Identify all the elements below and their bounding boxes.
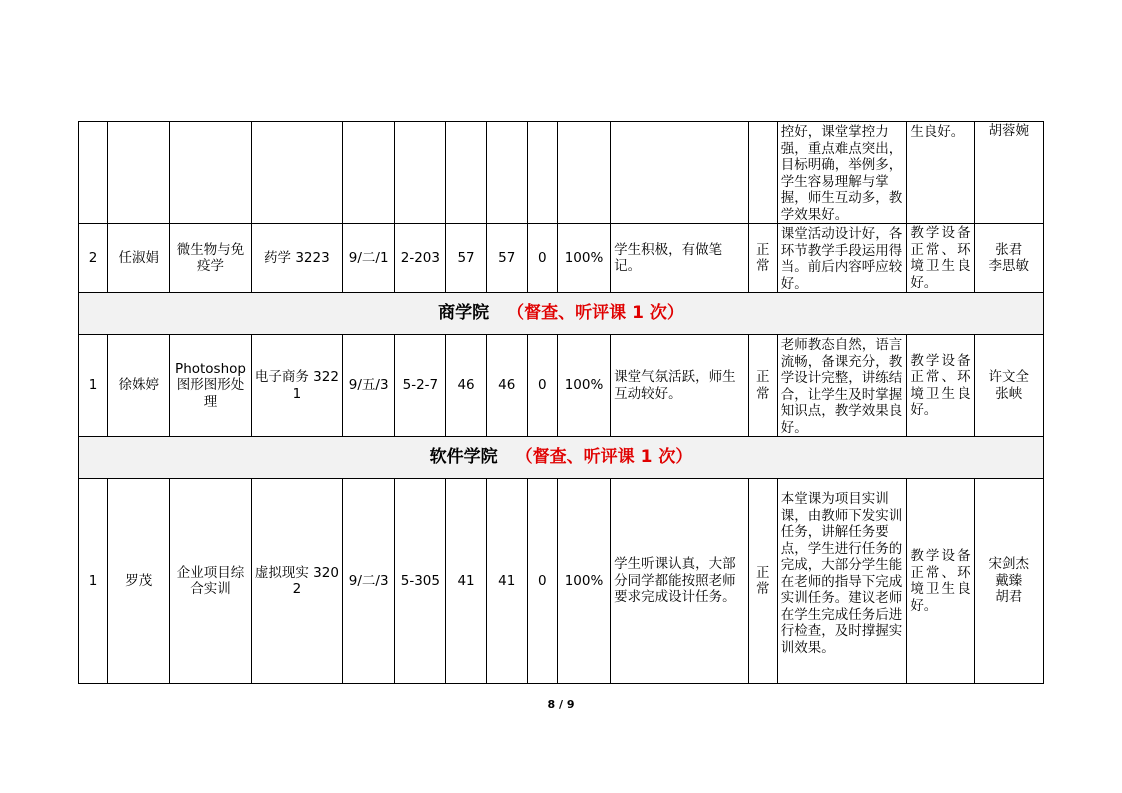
should-attend: 46 bbox=[446, 335, 486, 437]
class-time: 9/二/1 bbox=[343, 224, 395, 293]
actual-attend: 41 bbox=[486, 479, 527, 684]
inspector-name: 胡君 bbox=[995, 589, 1023, 606]
inspection-table bbox=[78, 121, 1044, 684]
table-row bbox=[79, 335, 1044, 437]
class-order: 正常 bbox=[748, 479, 777, 684]
absent-count: 0 bbox=[527, 224, 557, 293]
facility-cell: 教学设备正常、环境卫生良好。 bbox=[907, 224, 974, 293]
college-name: 商学院 bbox=[438, 303, 490, 324]
student-status: 学生积极，有做笔记。 bbox=[611, 224, 749, 293]
class-order: 正常 bbox=[748, 335, 777, 437]
row-number: 1 bbox=[79, 479, 108, 684]
actual-attend: 57 bbox=[486, 224, 527, 293]
absent-count: 0 bbox=[527, 479, 557, 684]
section-header-business bbox=[79, 293, 1044, 335]
teacher-name: 罗茂 bbox=[108, 479, 170, 684]
section-note: （督查、听评课 1 次） bbox=[507, 303, 684, 324]
student-status: 课堂气氛活跃，师生互动较好。 bbox=[611, 335, 749, 437]
section-header-software bbox=[79, 437, 1044, 479]
inspector-name: 张君 bbox=[995, 241, 1023, 258]
table-row bbox=[79, 224, 1044, 293]
evaluation-cell: 控好，课堂掌控力强，重点难点突出，目标明确，举例多，学生容易理解与掌握，师生互动多，教学效果好。 bbox=[777, 122, 907, 224]
inspector-cell bbox=[974, 224, 1043, 293]
inspector-name: 宋剑杰 bbox=[988, 556, 1030, 573]
class-time: 9/二/3 bbox=[343, 479, 395, 684]
teacher-name: 任淑娟 bbox=[108, 224, 170, 293]
attendance-rate: 100% bbox=[557, 479, 610, 684]
evaluation-cell: 本堂课为项目实训课，由教师下发实训任务，讲解任务要点，学生进行任务的完成，大部分学生能在老师的指导下完成实训任务。建议老师在学生完成任务后进行检查，及时撑握实训效果。 bbox=[777, 479, 907, 684]
row-number: 2 bbox=[79, 224, 108, 293]
student-status: 学生听课认真，大部分同学都能按照老师要求完成设计任务。 bbox=[611, 479, 749, 684]
college-name: 软件学院 bbox=[429, 447, 498, 468]
inspector-name: 李思敏 bbox=[988, 258, 1030, 274]
inspector-cell bbox=[974, 122, 1043, 224]
attendance-rate: 100% bbox=[557, 335, 610, 437]
row-number: 1 bbox=[79, 335, 108, 437]
inspector-cell bbox=[974, 335, 1043, 437]
class-name: 电子商务 3221 bbox=[251, 335, 342, 437]
absent-count: 0 bbox=[527, 335, 557, 437]
class-order: 正常 bbox=[748, 224, 777, 293]
classroom: 5-2-7 bbox=[395, 335, 446, 437]
facility-cell: 生良好。 bbox=[907, 122, 974, 224]
course-name: 企业项目综合实训 bbox=[170, 479, 251, 684]
classroom: 5-305 bbox=[395, 479, 446, 684]
attendance-rate: 100% bbox=[557, 224, 610, 293]
should-attend: 41 bbox=[446, 479, 486, 684]
table-row bbox=[79, 122, 1044, 224]
facility-cell: 教学设备正常、环境卫生良好。 bbox=[907, 335, 974, 437]
classroom: 2-203 bbox=[395, 224, 446, 293]
section-note: （督查、听评课 1 次） bbox=[515, 447, 693, 468]
course-name: 微生物与免疫学 bbox=[170, 224, 251, 293]
inspector-name: 张峡 bbox=[995, 385, 1023, 402]
facility-cell: 教学设备正常、环境卫生良好。 bbox=[907, 479, 974, 684]
class-name: 药学 3223 bbox=[251, 224, 342, 293]
class-name: 虚拟现实 3202 bbox=[251, 479, 342, 684]
teacher-name: 徐姝婷 bbox=[108, 335, 170, 437]
actual-attend: 46 bbox=[486, 335, 527, 437]
evaluation-cell: 老师教态自然，语言流畅，备课充分，教学设计完整，讲练结合，让学生及时掌握知识点，教学效果良好。 bbox=[777, 335, 907, 437]
class-time: 9/五/3 bbox=[343, 335, 395, 437]
inspector-name: 许文全 bbox=[988, 369, 1030, 385]
course-name: Photoshop 图形图形处理 bbox=[170, 335, 251, 437]
inspector-name: 胡蓉婉 bbox=[988, 123, 1030, 139]
inspector-cell bbox=[974, 479, 1043, 684]
inspector-name: 戴臻 bbox=[995, 572, 1023, 589]
page-number: 8 / 9 bbox=[547, 698, 575, 711]
evaluation-cell: 课堂活动设计好，各环节教学手段运用得当。前后内容呼应较好。 bbox=[777, 224, 907, 293]
table-row bbox=[79, 479, 1044, 684]
should-attend: 57 bbox=[446, 224, 486, 293]
